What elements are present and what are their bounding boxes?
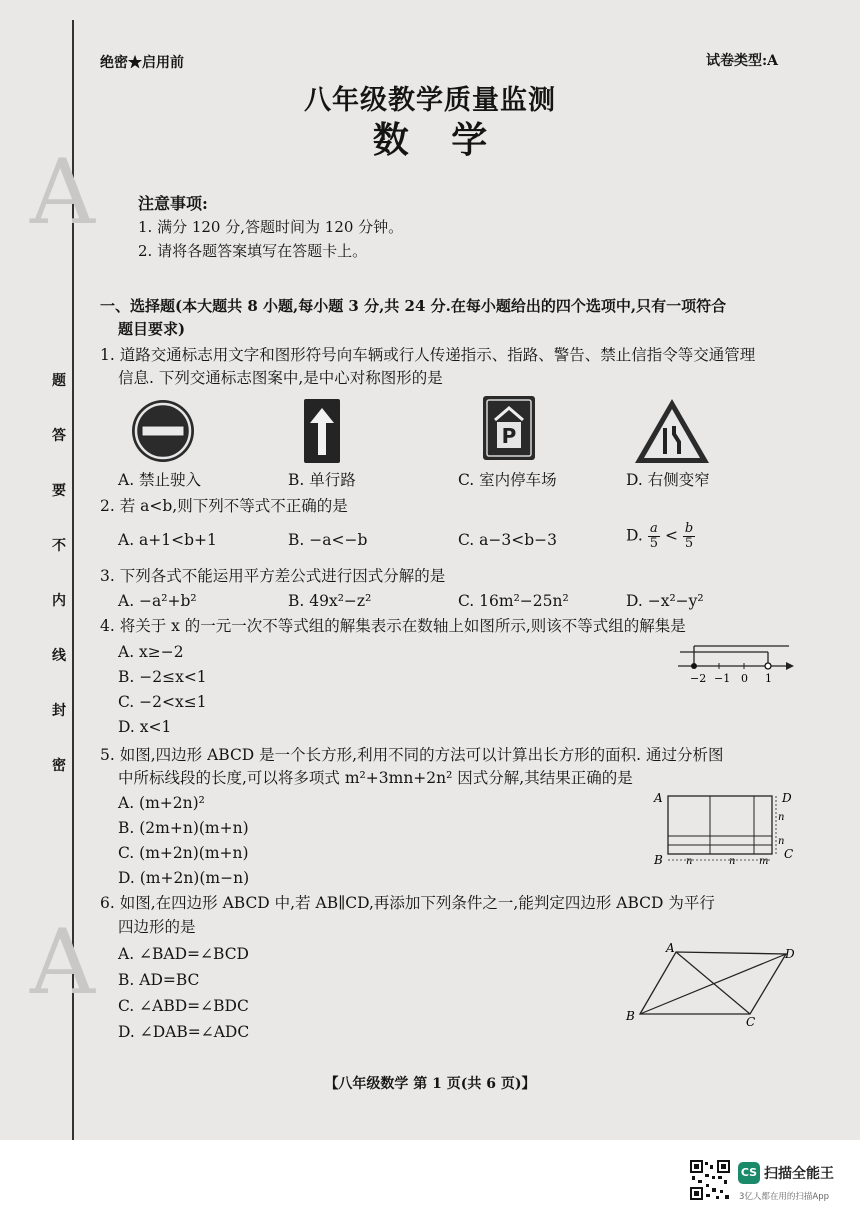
- parallelogram-figure: [622, 938, 800, 1028]
- vertex-label: A: [654, 791, 663, 805]
- fraction-a-over-5: $\frac{a}{5}$: [649, 521, 659, 551]
- vertex-label: C: [746, 1015, 756, 1028]
- q5-stem-cont: 中所标线段的长度,可以将多项式 m²+3mn+2n² 因式分解,其结果正确的是: [118, 769, 633, 787]
- q3-option-c: C. 16m²−25n²: [458, 592, 569, 610]
- tick-label: 0: [741, 672, 748, 685]
- notice-item: 2. 请将各题答案填写在答题卡上。: [138, 242, 368, 260]
- exam-title: 八年级教学质量监测: [304, 85, 556, 116]
- q3-stem: 3. 下列各式不能运用平方差公式进行因式分解的是: [100, 567, 446, 585]
- sidebar-char: 内: [52, 593, 66, 609]
- q6-option-c: C. ∠ABD=∠BDC: [118, 997, 249, 1015]
- page-footer: 【八年级数学 第 1 页(共 6 页)】: [324, 1076, 536, 1092]
- fraction-b-over-5: $\frac{b}{5}$: [684, 521, 694, 551]
- section-heading: 一、选择题(本大题共 8 小题,每小题 3 分,共 24 分.在每小题给出的四个选项中,只有一项符合: [100, 297, 727, 315]
- vertex-label: C: [784, 847, 794, 861]
- camscanner-logo-icon: CS: [738, 1162, 760, 1184]
- q6-option-b: B. AD=BC: [118, 971, 200, 989]
- watermark-a-bottom: A: [30, 910, 95, 1015]
- vertex-label: B: [626, 1009, 635, 1023]
- secret-label: 绝密★启用前: [100, 55, 184, 71]
- segment-label: n: [778, 812, 785, 823]
- q6-stem-cont: 四边形的是: [118, 918, 196, 936]
- q5-option-a: A. (m+2n)²: [118, 794, 205, 812]
- q5-option-c: C. (m+2n)(m+n): [118, 844, 249, 862]
- indoor-parking-sign-icon: [483, 396, 535, 460]
- rectangle-figure: [650, 788, 800, 868]
- parking-letter: P: [501, 424, 517, 448]
- brand-name: 扫描全能王: [764, 1166, 834, 1182]
- sidebar-char: 答: [52, 428, 66, 444]
- q4-option-c: C. −2<x≤1: [118, 693, 207, 711]
- vertex-label: A: [666, 941, 675, 955]
- brand-subtitle: 3亿人都在用的扫描App: [739, 1192, 830, 1202]
- tick-label: 1: [765, 672, 772, 685]
- q2-stem: 2. 若 a<b,则下列不等式不正确的是: [100, 497, 348, 515]
- sidebar-char: 密: [52, 758, 66, 774]
- sidebar-char: 线: [52, 648, 66, 664]
- q4-stem: 4. 将关于 x 的一元一次不等式组的解集表示在数轴上如图所示,则该不等式组的解集是: [100, 617, 686, 635]
- sidebar-char: 题: [52, 373, 66, 389]
- qr-code-icon: [690, 1160, 730, 1200]
- tick-label: −1: [714, 672, 731, 685]
- q2-option-b: B. −a<−b: [288, 531, 368, 549]
- q5-option-b: B. (2m+n)(m+n): [118, 819, 249, 837]
- q2-option-c: C. a−3<b−3: [458, 531, 558, 549]
- tick-label: −2: [690, 672, 707, 685]
- paper-type-label: 试卷类型:A: [706, 53, 779, 69]
- q6-option-d: D. ∠DAB=∠ADC: [118, 1023, 250, 1041]
- q4-option-d: D. x<1: [118, 718, 172, 736]
- segment-label: n: [729, 856, 736, 867]
- q4-option-b: B. −2≤x<1: [118, 668, 207, 686]
- road-narrows-sign-icon: [634, 398, 710, 464]
- q3-option-a: A. −a²+b²: [118, 592, 197, 610]
- q5-stem: 5. 如图,四边形 ABCD 是一个长方形,利用不同的方法可以计算出长方形的面积. 通过分析图: [100, 746, 724, 764]
- number-line-figure: [674, 640, 798, 686]
- q1-stem: 1. 道路交通标志用文字和图形符号向车辆或行人传递指示、指路、警告、禁止信指令等交通管理: [100, 346, 756, 364]
- subject-title: 数 学: [372, 119, 488, 161]
- segment-label: n: [686, 856, 693, 867]
- q6-stem: 6. 如图,在四边形 ABCD 中,若 AB∥CD,再添加下列条件之一,能判定四边形 ABCD 为平行: [100, 894, 715, 912]
- no-entry-sign-icon: [130, 398, 196, 464]
- q1-option-d: D. 右侧变窄: [626, 471, 710, 489]
- q3-option-b: B. 49x²−z²: [288, 592, 372, 610]
- q1-stem-cont: 信息. 下列交通标志图案中,是中心对称图形的是: [118, 369, 443, 387]
- notice-item: 1. 满分 120 分,答题时间为 120 分钟。: [138, 218, 404, 236]
- q1-option-c: C. 室内停车场: [458, 471, 557, 489]
- q3-option-d: D. −x²−y²: [626, 592, 704, 610]
- segment-label: n: [778, 836, 785, 847]
- one-way-sign-icon: [304, 399, 340, 463]
- q5-option-d: D. (m+2n)(m−n): [118, 869, 250, 887]
- vertex-label: B: [654, 853, 663, 867]
- segment-label: m: [759, 856, 769, 867]
- sidebar-char: 要: [52, 483, 66, 499]
- q6-option-a: A. ∠BAD=∠BCD: [118, 945, 249, 963]
- q2-option-d-prefix: D.: [626, 526, 643, 545]
- vertex-label: D: [785, 947, 795, 961]
- q1-option-a: A. 禁止驶入: [118, 471, 202, 489]
- vertex-label: D: [782, 791, 792, 805]
- q1-option-b: B. 单行路: [288, 471, 356, 489]
- scanner-strip: [0, 1140, 860, 1217]
- notice-title: 注意事项:: [138, 194, 208, 213]
- section-heading-cont: 题目要求): [118, 320, 186, 338]
- sidebar-char: 封: [52, 703, 66, 719]
- less-than-sign: <: [664, 526, 678, 545]
- sidebar-char: 不: [52, 538, 66, 554]
- q4-option-a: A. x≥−2: [118, 643, 184, 661]
- q2-option-d: [626, 522, 695, 551]
- q2-option-a: A. a+1<b+1: [118, 531, 217, 549]
- watermark-a-top: A: [30, 140, 95, 245]
